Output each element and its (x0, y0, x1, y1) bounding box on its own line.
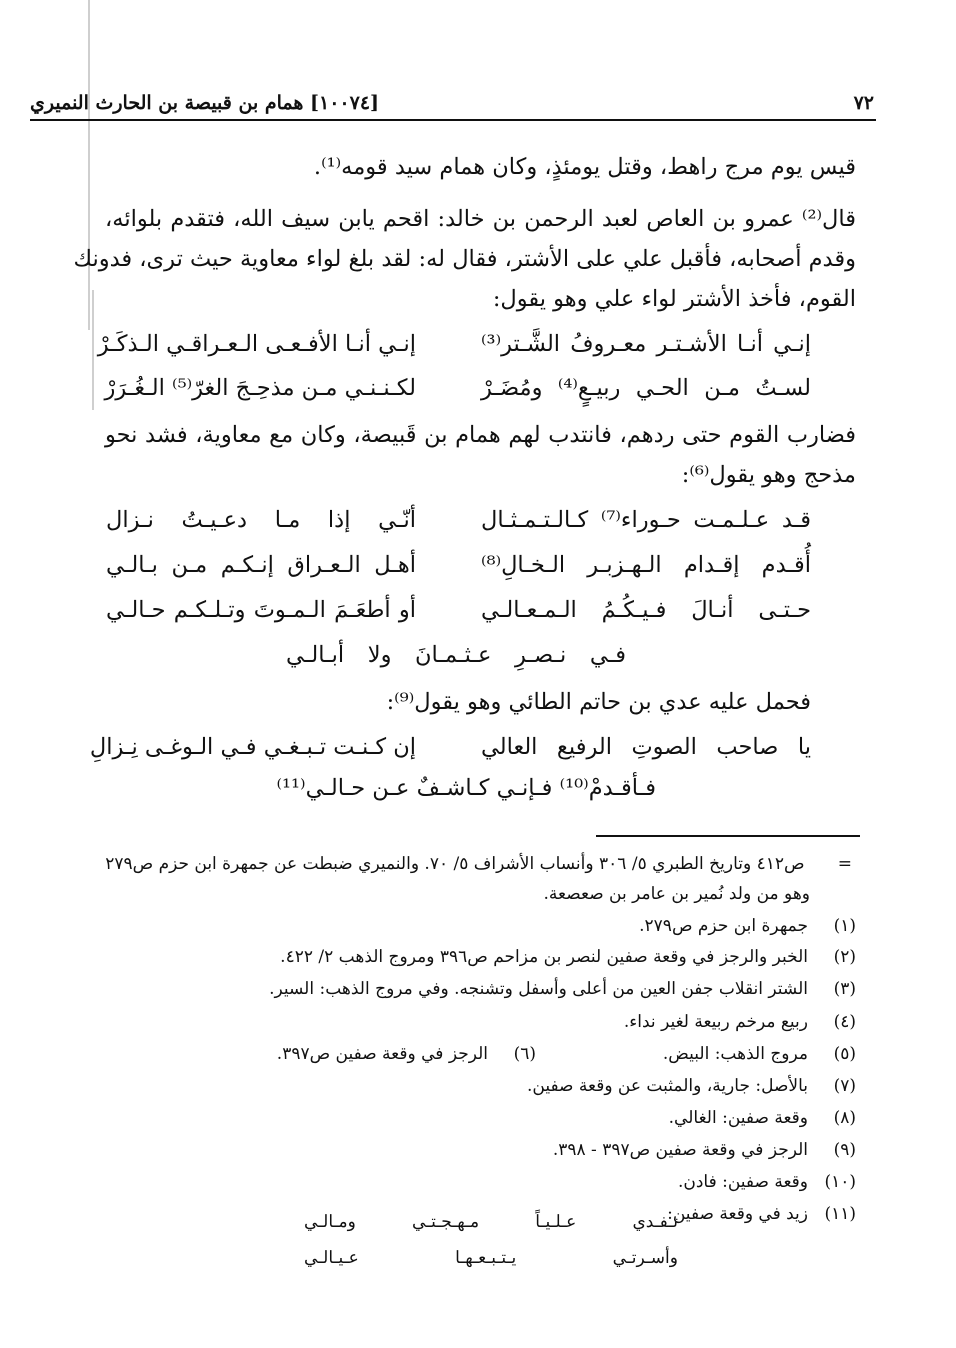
verse-hemistich: أو أطعَـمَ الـمـوتَ وتـلـكـم حـالـي (106, 597, 416, 623)
footnote-text: الرجز في وقعة صفين ص٣٩٧. (276, 1044, 488, 1064)
footnote-rule (596, 835, 860, 837)
footnote-item (669, 1104, 856, 1132)
footnote-text: بالأصل: جارية، والمثبت عن وقعة صفين. (526, 1076, 808, 1096)
footnote-item (269, 975, 856, 1003)
verse-hemistich: أهـل الـعـراق إنـكـم مـن بـالـي (106, 552, 416, 578)
footnote-item (280, 943, 856, 971)
footnote-text: مروج الذهب: البيض. (662, 1044, 808, 1064)
footnote-number: (٩) (833, 1140, 856, 1160)
paragraph-line: قال⁽²⁾ عمرو بن العاص لعبد الرحمن بن خالد: اقحم يابن سيف الله، فتقدم بلوائه، (105, 206, 856, 232)
verse-line (106, 502, 811, 538)
footnote-number: (٤) (833, 1012, 856, 1032)
verse-line-centered: فـأقـدمْ⁽¹⁰⁾ فـإنـي كـاشـفٌ عـن حـالـي⁽¹¹⁾ (276, 775, 656, 801)
footnote-item (678, 1168, 856, 1196)
verse-hemistich: حـتـى أنـالَ فـيـكُـمُ الـمـعـالـي (481, 597, 811, 623)
verse-line (106, 547, 811, 583)
footnote-text: وقعة صفين: فادن. (677, 1172, 808, 1192)
footnote-text: الشتر انقلاب جفن العين من أعلى وأسفل وتشنجه. وفي مروج الذهب: السير. (269, 979, 808, 999)
scan-artifact-line (92, 290, 94, 410)
verse-line (106, 592, 811, 628)
verse-hemistich: إنـي أنـا الأشـتـر معـروفُ الشَّـتر⁽³⁾ (481, 331, 811, 357)
footnote-number: (١١) (824, 1204, 856, 1224)
footnote-number: (٨) (833, 1108, 856, 1128)
footnote-number: (٢) (833, 947, 856, 967)
header-rule (30, 119, 876, 121)
paragraph-line: القوم، فأخذ الأشتر لواء علي وهو يقول: (492, 286, 856, 312)
paragraph-line: قيس يوم مرج راهط، وقتل يومئذٍ، وكان همام سيد قومه⁽¹⁾. (313, 154, 856, 180)
verse-hemistich: لكـنـنـي مـن مذحِـجَ الغرّ⁽⁵⁾ الـغُـرَرْ (104, 375, 416, 401)
verse-line-centered: فـي نـصـرِ عـثـمـانَ ولا أبـالـي (286, 642, 626, 668)
footnote-text: وقعة صفين: الغالي. (668, 1108, 808, 1128)
continuation-mark: = (837, 854, 852, 874)
page-number: ٧٢ (853, 92, 874, 114)
footnote-item (667, 1200, 856, 1228)
verse-hemistich: إنـي أنـا الأفـعـى الـعـراقـي الـذكَـرْ (97, 331, 416, 357)
footnote-item (277, 1040, 536, 1068)
verse-hemistich: أُقـدم إقـدام الـهـزبـر الـخـالِ⁽⁸⁾ (481, 552, 811, 578)
verse-line (89, 729, 811, 765)
scan-artifact-line (88, 0, 90, 330)
verse-hemistich: قـد عـلـمـت حـوراء⁽⁷⁾ كـالـتـمـثـال (481, 507, 811, 533)
footnote-text: ربيع مرخم ربيعة لغير نداء. (623, 1012, 808, 1032)
footnote-continuation: وهو من ولد نُمير بن عامر بن صعصعة. (543, 884, 810, 904)
footnote-verse: وأسـرتـي يـتـبـعـهـا عـيـالـي (304, 1248, 678, 1268)
paragraph-line: فضارب القوم حتى ردهم، فانتدب لهم همام بن قَبيصة، وكان مع معاوية، فشد نحو (105, 422, 856, 448)
footnote-text: ص٤١٢ وتاريخ الطبري ٥/ ٣٠٦ وأنساب الأشراف ٥/ ٧٠. والنميري ضبطت عن جمهرة ابن حزم ص٢٧٩ (105, 854, 805, 874)
verse-line (106, 370, 811, 406)
footnote-item (663, 1040, 856, 1068)
running-title: [١٠٠٧٤] همام بن قبيصة بن الحارث النميري (30, 92, 380, 114)
footnote-item (624, 1008, 856, 1036)
footnote-number: (٣) (833, 979, 856, 999)
verse-hemistich: يا صاحب الصوتِ الرفيع العالي (481, 734, 811, 760)
page-header (30, 88, 874, 118)
footnote-text: جمهرة ابن حزم ص٢٧٩. (639, 916, 808, 936)
verse-hemistich: أنّـي إذا مـا دعـيـتُ نـزال (106, 507, 416, 533)
verse-hemistich: لسـتُ مـن الحـي ربيـعٍ⁽⁴⁾ ومُضَـرْ (481, 375, 811, 401)
footnote-continuation (105, 850, 852, 878)
footnote-text: الرجز في وقعة صفين ص٣٩٧ - ٣٩٨. (552, 1140, 808, 1160)
paragraph-line: وقدم أصحابه، فأقبل علي على الأشتر، فقال له: لقد بلغ لواء معاوية حيث ترى، فدونك (73, 246, 856, 272)
verse-hemistich: إن كـنـت تـبـغـي فـي الـوغـى نِـزالِ (89, 734, 416, 760)
footnote-number: (٥) (833, 1044, 856, 1064)
footnote-text: الخبر والرجز في وقعة صفين لنصر بن مزاحم ص٣٩٦ ومروج الذهب ٢/ ٤٢٢. (280, 947, 808, 967)
footnote-number: (٦) (513, 1044, 536, 1064)
paragraph-line: فحمل عليه عدي بن حاتم الطائي وهو يقول⁽⁹⁾: (386, 689, 811, 715)
footnote-verse: تـفـدي عـلـيـاً مـهـجـتـي ومـالـي (304, 1212, 678, 1232)
verse-line (97, 326, 811, 362)
footnote-item (553, 1136, 856, 1164)
footnote-number: (٧) (833, 1076, 856, 1096)
footnote-item (639, 912, 856, 940)
footnote-item (527, 1072, 856, 1100)
footnote-number: (١) (833, 916, 856, 936)
footnote-number: (١٠) (824, 1172, 856, 1192)
footnote-text: زيد في وقعة صفين: (667, 1204, 808, 1224)
paragraph-line: مذحج وهو يقول⁽⁶⁾: (681, 462, 856, 488)
